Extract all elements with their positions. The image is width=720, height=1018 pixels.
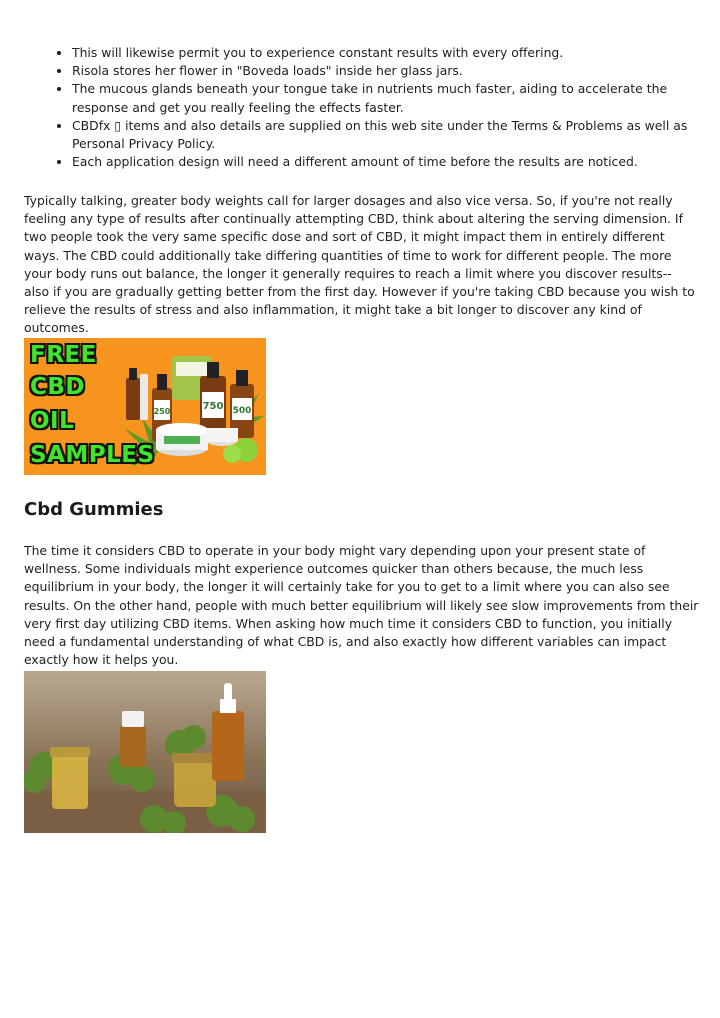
oil-jars-illustration	[24, 671, 266, 833]
free-cbd-oil-samples-image	[24, 338, 266, 475]
list-item: • This will likewise permit you to experience constant results with every offering.	[72, 44, 712, 62]
bottle-label: 750	[202, 401, 224, 412]
bottle-label: 500	[232, 406, 252, 416]
body-paragraph-timing: The time it considers CBD to operate in your body might vary depending upon your present state of wellness. Some individuals might experience outcomes quicker than others because, the much less equilibrium in your body, the longer it will certainly take for you to get to a limit where you can also see results. On the other hand, people with much better equilibrium will likely see slow improvements from their very first day utilizing CBD items. When asking how much time it considers CBD to function, you initially need a fundamental understanding of what CBD is, and also exactly how different variables can impact exactly how it helps you.	[24, 543, 699, 668]
promo-text-line: FREE	[30, 342, 97, 368]
cbd-oil-jars-photo	[24, 671, 266, 833]
promo-text-line: OIL	[30, 408, 75, 434]
list-item: • The mucous glands beneath your tongue take in nutrients much faster, aiding to accelerate the response and get you really feeling the effects faster.	[72, 80, 712, 116]
body-paragraph-dosage: Typically talking, greater body weights call for larger dosages and also vice versa. So, if you're not really feeling any type of results after continually attempting CBD, think about altering the serving dimension. If two people took the very same specific dose and sort of CBD, it might impact them in entirely different ways. The CBD could additionally take differing quantities of time to work for different people. The more your body runs out balance, the longer it generally requires to reach a limit where you discover results-- also if you are gradually getting better from the first day. However if you're taking CBD because you wish to relieve the results of stress and also inflammation, it might take a bit longer to discover any kind of outcomes.	[24, 193, 695, 336]
section-heading: Cbd Gummies	[24, 499, 164, 520]
list-item: • CBDfx ▯ items and also details are supplied on this web site under the Terms & Problems as well as Personal Privacy Policy.	[72, 117, 712, 153]
list-item: • Each application design will need a different amount of time before the results are noticed.	[72, 153, 712, 171]
bottle-label: 250	[153, 407, 171, 416]
promo-text-line: SAMPLES	[30, 442, 155, 468]
promo-text-line: CBD	[30, 374, 86, 400]
list-item: • Risola stores her flower in "Boveda loads" inside her glass jars.	[72, 62, 712, 80]
bullet-list	[56, 44, 712, 171]
